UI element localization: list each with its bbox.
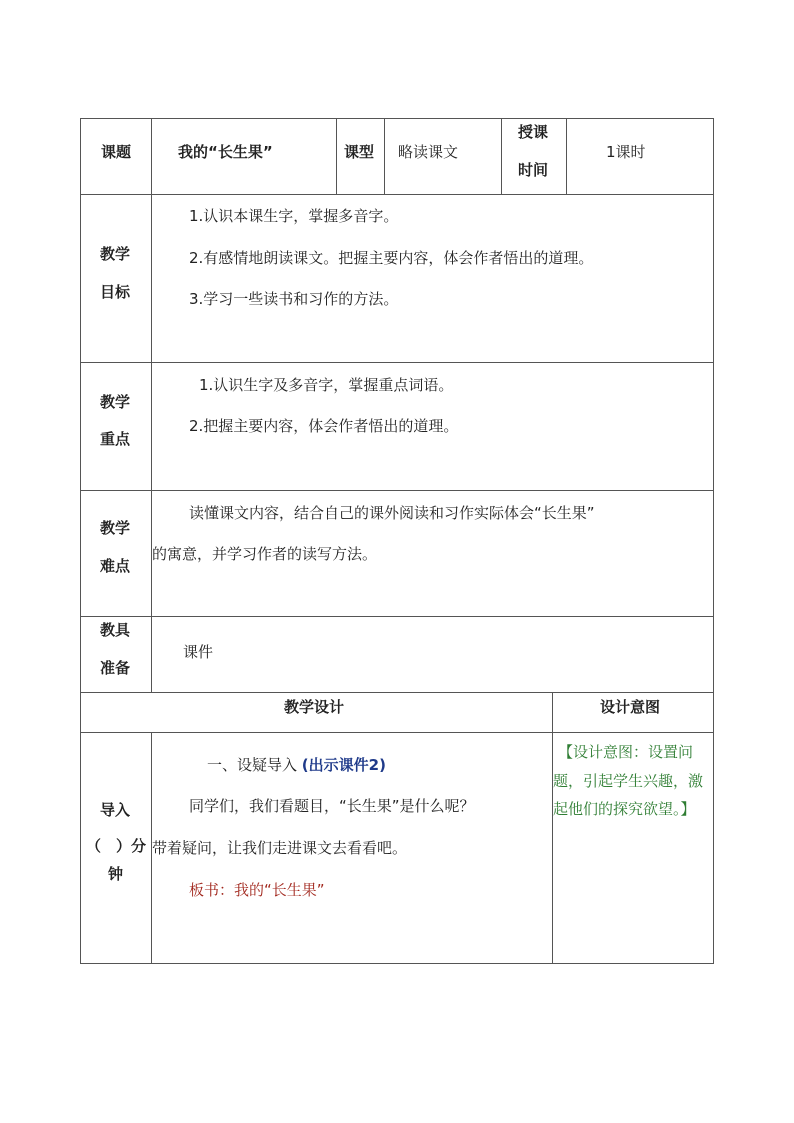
- objective-item: 3.学习一些读书和习作的方法。: [189, 290, 399, 308]
- objective-item: 1.认识本课生字，掌握多音字。: [189, 207, 399, 225]
- col-divider: [384, 118, 385, 195]
- key-points-label-bottom: 重点: [100, 430, 131, 448]
- col-divider: [552, 692, 553, 964]
- design-intent-line: 起他们的探究欲望。】: [553, 800, 696, 818]
- table-border-top: [80, 118, 714, 119]
- design-header-left: 教学设计: [284, 698, 345, 716]
- intro-label-bottom: 钟: [108, 865, 124, 883]
- topic-label: 课题: [101, 143, 132, 161]
- design-intent-line: 题，引起学生兴趣，激: [553, 772, 704, 790]
- row-divider: [80, 194, 714, 195]
- col-divider: [151, 118, 152, 692]
- intro-paragraph-2: 带着疑问，让我们走进课文去看看吧。: [152, 839, 408, 857]
- courseware-note: (出示课件2): [301, 756, 386, 774]
- difficulties-line-1: 读懂课文内容，结合自己的课外阅读和习作实际体会“长生果”: [189, 504, 595, 522]
- key-points-label-top: 教学: [100, 393, 131, 411]
- time-value: 1课时: [606, 143, 646, 161]
- difficulties-line-2: 的寓意，并学习作者的读写方法。: [152, 545, 378, 563]
- objective-item: 2.有感情地朗读课文。把握主要内容，体会作者悟出的道理。: [189, 249, 594, 267]
- time-label-bottom: 时间: [518, 161, 549, 179]
- intro-step-title: [207, 755, 386, 775]
- col-divider: [501, 118, 502, 195]
- col-divider: [566, 118, 567, 195]
- key-point-item: 1.认识生字及多音字，掌握重点词语。: [199, 376, 454, 394]
- col-divider: [336, 118, 337, 195]
- type-value: 略读课文: [398, 143, 459, 161]
- type-label: 课型: [344, 143, 375, 161]
- row-divider: [80, 490, 714, 491]
- table-border-bottom: [80, 963, 714, 964]
- time-label-top: 授课: [518, 123, 549, 141]
- difficulties-label-top: 教学: [100, 519, 131, 537]
- materials-label-bottom: 准备: [100, 659, 131, 677]
- row-divider: [80, 732, 714, 733]
- intro-label-middle: （ ）分: [86, 837, 147, 855]
- topic-value: 我的“长生果”: [178, 143, 273, 161]
- row-divider: [80, 362, 714, 363]
- intro-paragraph-1: 同学们，我们看题目，“长生果”是什么呢？: [189, 797, 475, 815]
- intro-step-title-text: 一、设疑导入: [207, 756, 298, 774]
- table-border-right: [713, 118, 714, 964]
- materials-value: 课件: [183, 643, 214, 661]
- materials-label-top: 教具: [100, 621, 131, 639]
- design-header-right: 设计意图: [600, 698, 661, 716]
- design-intent-line: 【设计意图：设置问: [558, 743, 694, 761]
- key-point-item: 2.把握主要内容，体会作者悟出的道理。: [189, 417, 459, 435]
- difficulties-label-bottom: 难点: [100, 557, 131, 575]
- table-border-left: [80, 118, 81, 964]
- objectives-label-bottom: 目标: [100, 283, 131, 301]
- row-divider: [80, 616, 714, 617]
- intro-label-top: 导入: [100, 801, 131, 819]
- objectives-label-top: 教学: [100, 245, 131, 263]
- row-divider: [80, 692, 714, 693]
- board-note: 板书：我的“长生果”: [189, 881, 325, 899]
